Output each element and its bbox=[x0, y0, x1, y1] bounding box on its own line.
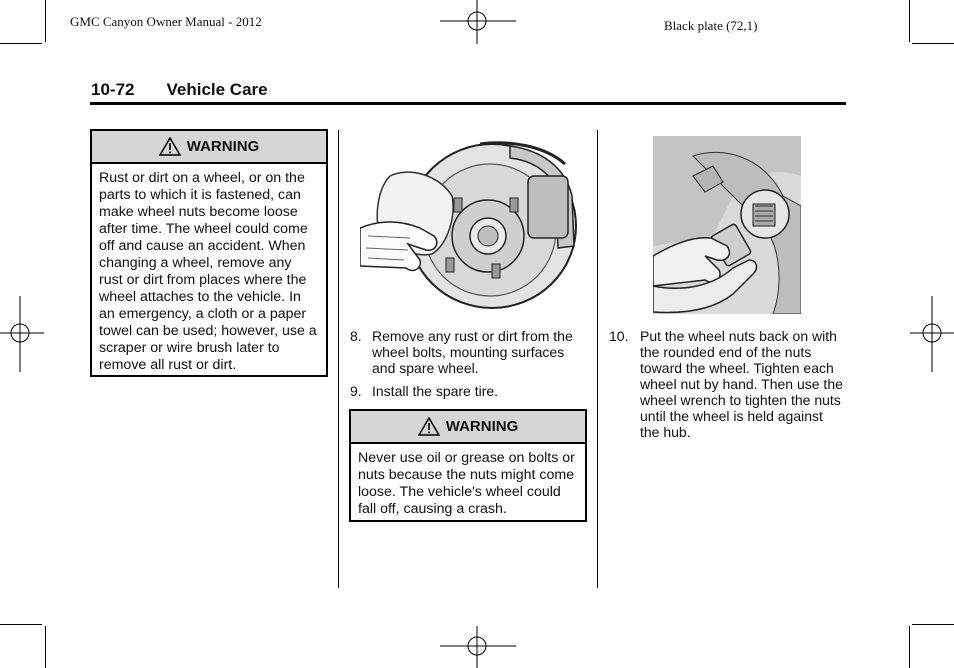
warning-icon bbox=[418, 417, 440, 436]
registration-mark-bottom bbox=[440, 626, 516, 668]
registration-mark-right bbox=[910, 296, 954, 372]
column-divider bbox=[597, 130, 598, 588]
warning-title: WARNING bbox=[445, 418, 519, 435]
step-item bbox=[350, 383, 590, 401]
crop-mark bbox=[0, 624, 42, 625]
header-rule bbox=[90, 102, 846, 105]
section-title: Vehicle Care bbox=[166, 80, 268, 99]
section-heading bbox=[91, 80, 268, 100]
step-item bbox=[609, 328, 845, 440]
crop-mark bbox=[912, 624, 954, 625]
warning-box bbox=[349, 409, 587, 522]
warning-header bbox=[92, 131, 326, 164]
column-divider bbox=[338, 130, 339, 588]
step-item bbox=[350, 328, 590, 376]
registration-mark-left bbox=[0, 296, 44, 372]
warning-box bbox=[90, 129, 328, 377]
wheel-hub-cleaning-illustration bbox=[360, 136, 578, 316]
step-number: 8. bbox=[350, 328, 362, 344]
warning-title: WARNING bbox=[186, 138, 260, 155]
crop-mark bbox=[909, 626, 910, 668]
crop-mark bbox=[45, 0, 46, 42]
warning-header bbox=[351, 411, 585, 444]
warning-text: Rust or dirt on a wheel, or on the parts to which it is fastened, can make wheel nuts become loose after time. The wheel could come off and cause an accident. When changing a wheel, remove any rust or dirt from places where the wheel attaches to the vehicle. In an emergency, a cloth or a paper towel can be used; however, use a scraper or wire brush later to remove all rust or dirt. bbox=[99, 170, 317, 373]
crop-mark bbox=[912, 43, 954, 44]
crop-mark bbox=[0, 43, 42, 44]
step-number: 9. bbox=[350, 383, 362, 399]
wheel-nut-installation-illustration bbox=[653, 136, 801, 314]
document-title: GMC Canyon Owner Manual - 2012 bbox=[70, 14, 262, 29]
page-number: 10-72 bbox=[91, 80, 135, 99]
step-text: Remove any rust or dirt from the wheel bolts, mounting surfaces and spare wheel. bbox=[372, 328, 573, 376]
warning-icon bbox=[159, 137, 181, 156]
step-text: Put the wheel nuts back on with the rounded end of the nuts toward the wheel. Tighten each wheel nut by hand. Then use the wheel wrench to tighten the nuts until the wheel is held against the hub. bbox=[640, 328, 843, 440]
crop-mark bbox=[909, 0, 910, 42]
step-number: 10. bbox=[609, 328, 629, 344]
plate-label: Black plate (72,1) bbox=[664, 18, 758, 33]
registration-mark-top bbox=[440, 0, 516, 44]
crop-mark bbox=[45, 626, 46, 668]
warning-text: Never use oil or grease on bolts or nuts because the nuts might come loose. The vehicle's wheel could fall off, causing a crash. bbox=[358, 450, 575, 517]
step-text: Install the spare tire. bbox=[372, 383, 499, 399]
